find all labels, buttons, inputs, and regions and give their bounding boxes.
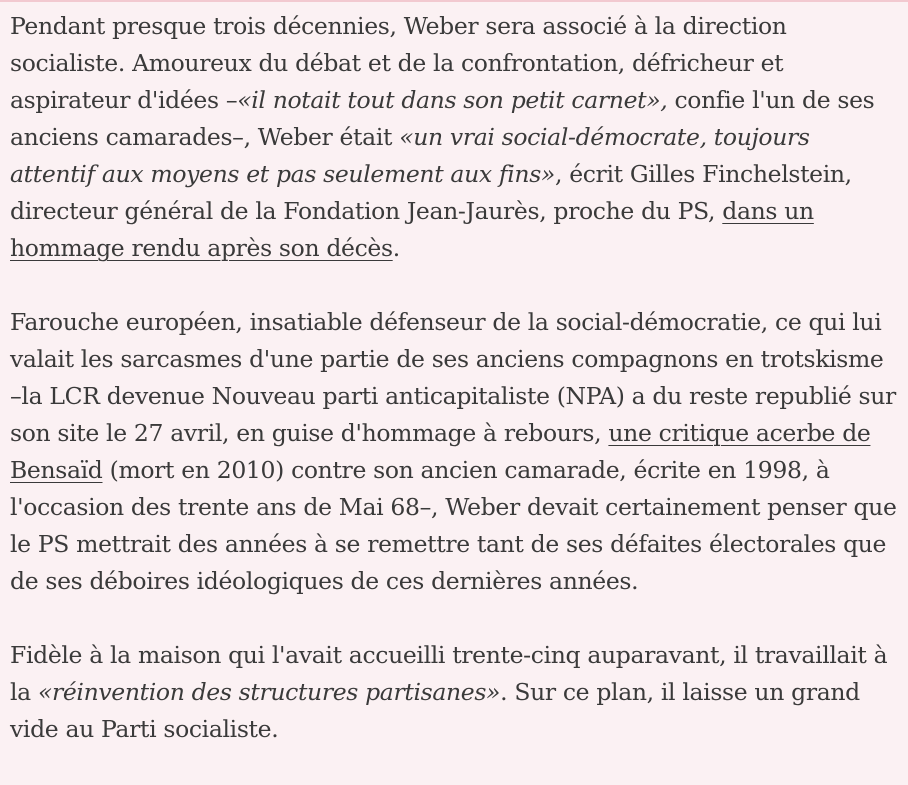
p1-text-2: confie l'un de ses anciens camarades–, Weber était [10,86,875,151]
p3-text-1: Fidèle à la maison qui l'avait accueilli trente-cinq auparavant, il travaillait à la [10,641,888,706]
top-border [0,0,908,2]
hommage-link[interactable]: dans un hommage rendu après son décès [10,197,814,262]
p1-text-4: . [392,234,400,262]
article-body [10,8,900,785]
paragraph-2 [10,304,900,600]
p2-text-1: Farouche européen, insatiable défenseur de la social-démocratie, ce qui lui valait les sarcasmes d'une partie de ses anciens compagnons en trotskisme –la LCR devenue Nouveau parti anticapitaliste (NPA) a du reste republié sur son site le 27 avril, en guise d'hommage à rebours, [10,308,896,447]
bensaid-critique-link[interactable]: une critique acerbe de Bensaïd [10,419,871,484]
paragraph-3 [10,637,900,748]
p3-text-2: . Sur ce plan, il laisse un grand vide au Parti socialiste. [10,678,860,743]
paragraph-1 [10,8,900,267]
p3-quote-1: «réinvention des structures partisanes» [37,678,501,706]
p2-text-2: (mort en 2010) contre son ancien camarade, écrite en 1998, à l'occasion des trente ans de Mai 68–, Weber devait certainement penser que le PS mettrait des années à se remettre tant de ses défaites électorales que de ses déboires idéologiques de ces dernières années. [10,456,897,595]
p1-text-1: Pendant presque trois décennies, Weber sera associé à la direction socialiste. Amoureux du débat et de la confrontation, défricheur et aspirateur d'idées – [10,12,787,114]
p1-text-3: , écrit Gilles Finchelstein, directeur général de la Fondation Jean-Jaurès, proche du PS, [10,160,852,225]
p1-quote-1: «il notait tout dans son petit carnet», [237,86,668,114]
p1-quote-2: «un vrai social-démocrate, toujours attentif aux moyens et pas seulement aux fins» [10,123,810,188]
